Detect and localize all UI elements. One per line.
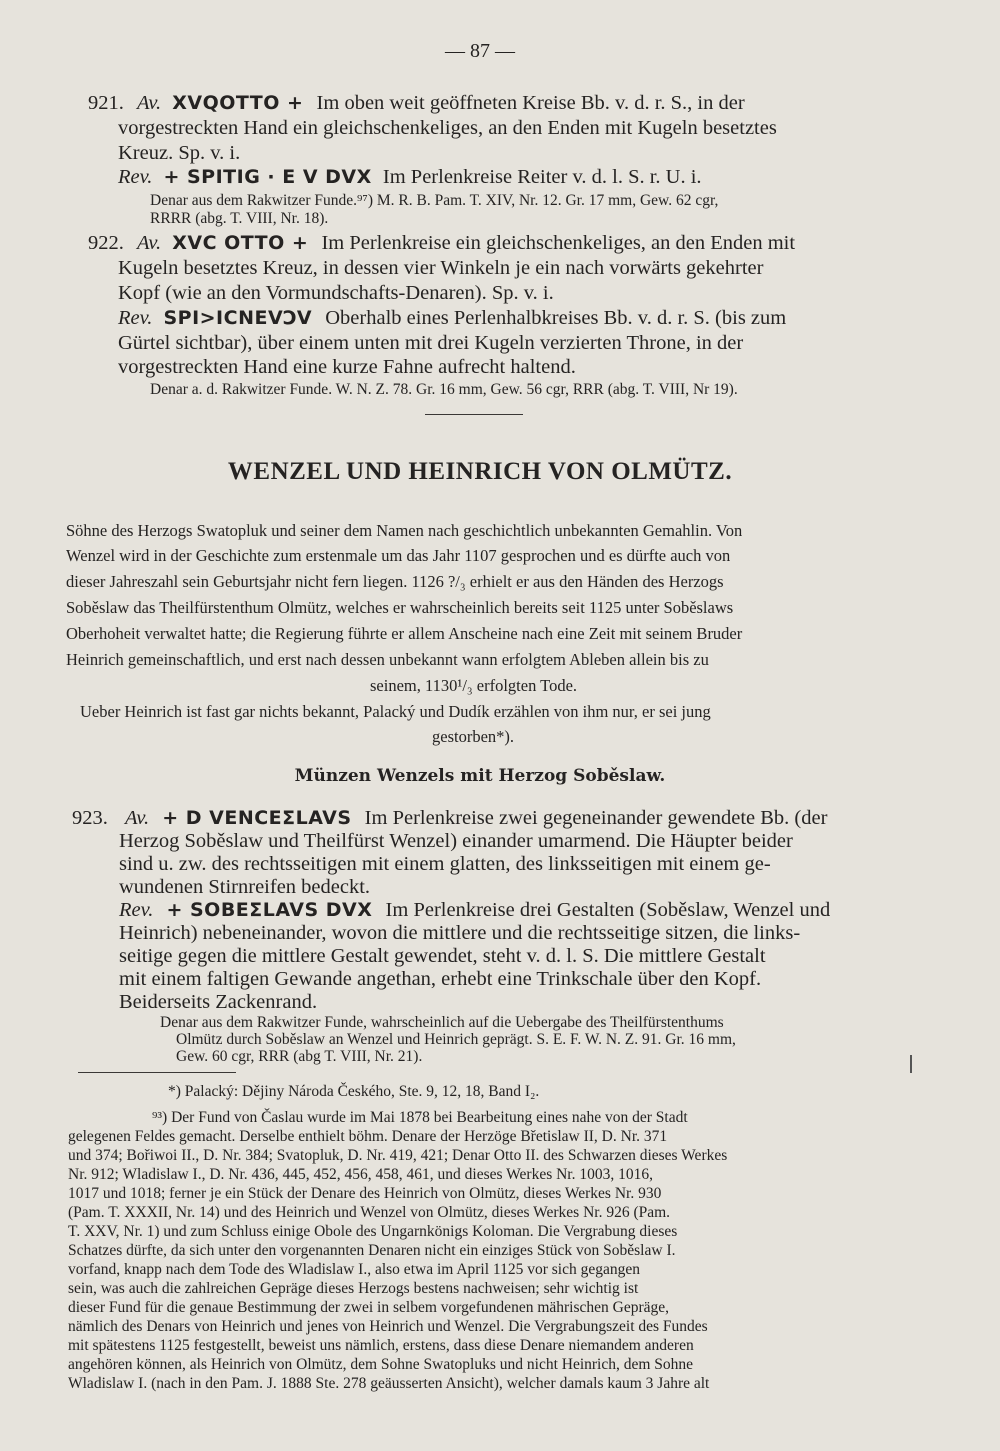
av-label: Av. [137, 92, 162, 114]
footnote-line-5: 1017 und 1018; ferner je ein Stück der Denare des Heinrich von Olmütz, dieses Werkes Nr. 930 [68, 1185, 662, 1202]
coin-legend: + D VENCEΣLAVS [162, 807, 352, 829]
entry-921-line-2: vorgestreckten Hand ein gleichschenkeliges, an den Enden mit Kugeln besetztes [118, 117, 777, 139]
footnote-line-11: dieser Fund für die genaue Bestimmung der zwei in selbem vorgefundenen mährischen Gepräge, [68, 1299, 670, 1316]
entry-923-line-6: Heinrich) nebeneinander, wovon die mittlere und die rechtsseitige sitzen, die links- [119, 922, 801, 944]
entry-923-line-2: Herzog Soběslaw und Theilfürst Wenzel) einander umarmend. Die Häupter beider [119, 830, 793, 852]
entry-923-note-3: Gew. 60 cgr, RRR (abg T. VIII, Nr. 21). [176, 1048, 423, 1065]
footnote-line-13: mit spätestens 1125 festgestellt, beweist uns nämlich, erstens, dass diese Denare niemandem anderen [68, 1337, 694, 1354]
footnote-line-1: ⁹³) Der Fund von Časlau wurde im Mai 1878 bei Bearbeitung eines nahe von der Stadt [152, 1109, 688, 1126]
footnote-line-8: Schatzes dürfte, da sich unter den vorgenannten Denaren nicht ein einziges Stück von Soběslaw I. [68, 1242, 676, 1259]
intro-line-3: dieser Jahreszahl sein Geburtsjahr nicht fern liegen. 1126 ?/₃ erhielt er aus den Händen des Herzogs [66, 572, 724, 591]
footnote-line-12: nämlich des Denars von Heinrich und jenes von Heinrich und Wenzel. Die Vergrabungszeit des Fundes [68, 1318, 708, 1335]
entry-text: Oberhalb eines Perlenhalbkreises Bb. v. d. r. S. (bis zum [325, 307, 787, 329]
entry-922-line-2: Kugeln besetztes Kreuz, in dessen vier Winkeln je ein nach vorwärts gekehrter [118, 257, 764, 279]
footnote-line-14: angehören können, als Heinrich von Olmütz, dem Sohne Swatopluks und nicht Heinrich, dem Sohne [68, 1356, 694, 1373]
entry-922-rev-line [118, 307, 786, 329]
coin-legend: + SOBEΣLAVS DVX [166, 899, 373, 921]
coin-legend: SPI>ICNEVϽV [163, 307, 313, 329]
entry-text: Im Perlenkreise Reiter v. d. l. S. r. U. i. [382, 166, 702, 188]
entry-922-note: Denar a. d. Rakwitzer Funde. W. N. Z. 78. Gr. 16 mm, Gew. 56 cgr, RRR (abg. T. VIII, Nr 19). [150, 381, 738, 398]
entry-text: Im Perlenkreise drei Gestalten (Soběslaw, Wenzel und [385, 899, 831, 921]
coin-legend: XVQOTTO + [172, 92, 304, 114]
section-heading: WENZEL UND HEINRICH VON OLMÜTZ. [227, 458, 733, 485]
entry-number: 922. [88, 232, 124, 254]
intro-line-2: Wenzel wird in der Geschichte zum erstenmale um das Jahr 1107 gesprochen und es dürfte auch von [66, 546, 731, 565]
entry-921-note-1: Denar aus dem Rakwitzer Funde.⁹⁷) M. R. B. Pam. T. XIV, Nr. 12. Gr. 17 mm, Gew. 62 cgr, [150, 192, 719, 209]
entry-text: Im Perlenkreise zwei gegeneinander gewendete Bb. (der [364, 807, 828, 829]
intro-line-1: Söhne des Herzogs Swatopluk und seiner dem Namen nach geschichtlich unbekannten Gemahlin. Von [66, 521, 743, 540]
entry-922-line-3: Kopf (wie an den Vormundschafts-Denaren). Sp. v. i. [118, 282, 554, 304]
entry-number: 921. [88, 92, 124, 114]
av-label: Av. [125, 807, 150, 829]
section-divider [425, 414, 523, 415]
av-label: Av. [137, 232, 162, 254]
entry-923-line-3: sind u. zw. des rechtsseitigen mit einem glatten, des linksseitigen mit einem ge- [119, 853, 771, 875]
margin-mark [910, 1055, 912, 1073]
entry-923-line-9: Beiderseits Zackenrand. [119, 991, 318, 1013]
footnote-line-2: gelegenen Feldes gemacht. Derselbe enthielt böhm. Denare der Herzöge Břetislaw II, D. Nr. 371 [68, 1128, 668, 1145]
intro-line-4: Soběslaw das Theilfürstenthum Olmütz, welches er wahrscheinlich bereits seit 1125 unter Soběslaws [66, 598, 734, 617]
entry-923-line-4: wundenen Stirnreifen bedeckt. [119, 876, 371, 898]
intro-line-5: Oberhoheit verwaltet hatte; die Regierung führte er allem Anscheine nach eine Zeit mit seinem Bruder [66, 624, 743, 643]
entry-923-line-7: seitige gegen die mittlere Gestalt gewendet, steht v. d. l. S. Die mittlere Gestalt [119, 945, 766, 967]
subsection-heading: Münzen Wenzels mit Herzog Soběslaw. [294, 766, 666, 786]
footnote-line-7: T. XXV, Nr. 1) und zum Schluss einige Obole des Ungarnkönigs Koloman. Die Vergrabung dieses [68, 1223, 678, 1240]
page-number: — 87 — [445, 40, 515, 62]
entry-922-line-6: vorgestreckten Hand eine kurze Fahne aufrecht haltend. [118, 356, 576, 378]
coin-legend: + SPIΤIG · E V DVX [163, 166, 372, 188]
rev-label: Rev. [118, 307, 153, 329]
entry-921-rev-line [118, 166, 702, 188]
footnote-star: *) Palacký: Dějiny Národa Českého, Ste. 9, 12, 18, Band I₂. [168, 1083, 540, 1100]
footnote-line-4: Nr. 912; Wladislaw I., D. Nr. 436, 445, 452, 456, 458, 461, und dieses Werkes Nr. 1003, 1016, [68, 1166, 653, 1183]
intro-line-7: seinem, 1130¹/₃ erfolgten Tode. [370, 676, 578, 695]
footnote-line-9: vorfand, knapp nach dem Tode des Wladislaw I., also etwa im April 1125 vor sich gegangen [68, 1261, 640, 1278]
rev-label: Rev. [119, 899, 154, 921]
entry-923-rev-line [119, 899, 830, 921]
intro-line-9: gestorben*). [432, 727, 515, 746]
entry-922-line-5: Gürtel sichtbar), über einem unten mit drei Kugeln verzierten Throne, in der [118, 332, 744, 354]
footnote-line-10: sein, was auch die zahlreichen Gepräge dieses Herzogs bestens nachweisen; sehr wichtig ist [68, 1280, 639, 1297]
entry-923-av-line [72, 807, 827, 829]
footnote-divider [78, 1072, 236, 1073]
entry-923-line-8: mit einem faltigen Gewande angethan, erhebt eine Trinkschale über den Kopf. [119, 968, 762, 990]
entry-922-av-line [88, 232, 795, 254]
coin-legend: XVC OTTO + [172, 232, 309, 254]
entry-text: Im oben weit geöffneten Kreise Bb. v. d. r. S., in der [316, 92, 745, 114]
intro-line-8: Ueber Heinrich ist fast gar nichts bekannt, Palacký und Dudík erzählen von ihm nur, er sei jung [80, 702, 711, 721]
intro-line-6: Heinrich gemeinschaftlich, und erst nach dessen unbekannt wann erfolgtem Ableben allein bis zu [66, 650, 709, 669]
entry-number: 923. [72, 807, 108, 829]
entry-921-note-2: RRRR (abg. T. VIII, Nr. 18). [150, 210, 329, 227]
rev-label: Rev. [118, 166, 153, 188]
entry-921-line-3: Kreuz. Sp. v. i. [118, 142, 241, 164]
entry-923-note-2: Olmütz durch Soběslaw an Wenzel und Heinrich geprägt. S. E. F. W. N. Z. 91. Gr. 16 mm, [176, 1031, 736, 1048]
footnote-line-15: Wladislaw I. (nach in den Pam. J. 1888 Ste. 278 geäusserten Ansicht), welcher damals kaum 3 Jahre alt [68, 1375, 710, 1392]
entry-923-note-1: Denar aus dem Rakwitzer Funde, wahrscheinlich auf die Uebergabe des Theilfürstenthums [160, 1014, 724, 1031]
entry-921-av-line [88, 92, 745, 114]
footnote-line-3: und 374; Bořiwoi II., D. Nr. 384; Svatopluk, D. Nr. 419, 421; Denar Otto II. des Schwarzen dieses Werkes [68, 1147, 728, 1164]
entry-text: Im Perlenkreise ein gleichschenkeliges, an den Enden mit [321, 232, 796, 254]
footnote-line-6: (Pam. T. XXXII, Nr. 14) und des Heinrich und Wenzel von Olmütz, dieses Werkes Nr. 926 (Pam. [68, 1204, 671, 1221]
